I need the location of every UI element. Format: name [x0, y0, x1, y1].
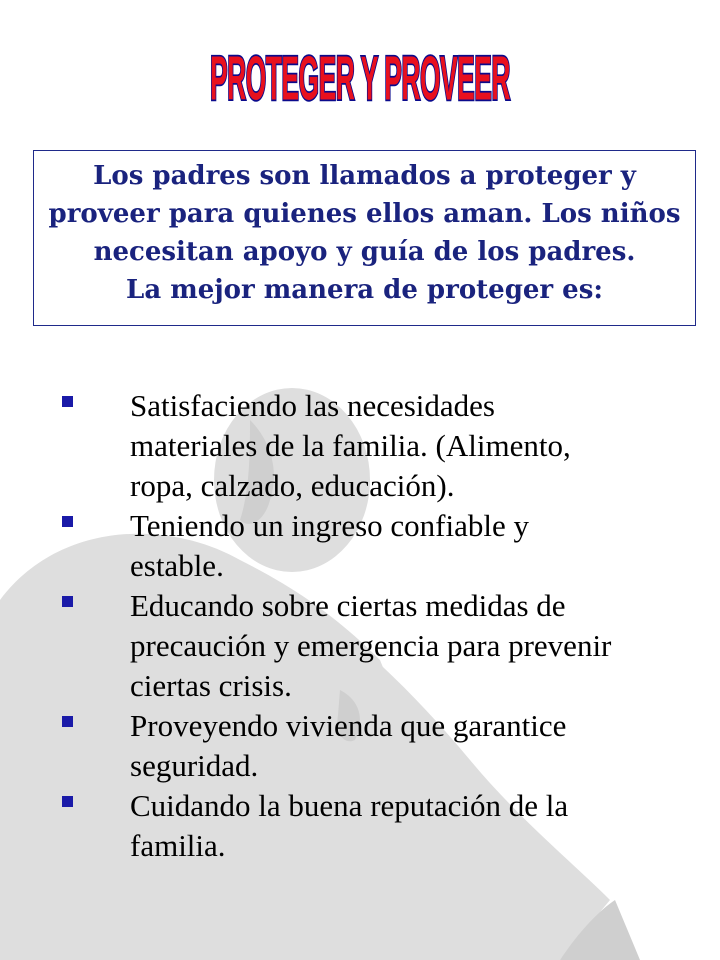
bullet-text — [130, 386, 698, 506]
list-item — [58, 386, 698, 506]
bullet-line: ciertas crisis. — [130, 668, 292, 703]
square-bullet-icon — [62, 516, 73, 527]
title-text: PROTEGER Y PROVEER — [210, 43, 511, 114]
list-item — [58, 506, 698, 586]
bullet-line: familia. — [130, 828, 226, 863]
intro-line: proveer para quienes ellos aman. Los niños — [48, 199, 681, 229]
bullet-line: Teniendo un ingreso confiable y — [130, 508, 529, 543]
intro-box — [33, 150, 696, 326]
bullet-line: Proveyendo vivienda que garantice — [130, 708, 567, 743]
square-bullet-icon — [62, 716, 73, 727]
bullet-line: Cuidando la buena reputación de la — [130, 788, 569, 823]
intro-line: La mejor manera de proteger es: — [126, 275, 603, 305]
intro-line: Los padres son llamados a proteger y — [93, 161, 636, 191]
bullet-line: materiales de la familia. (Alimento, — [130, 428, 571, 463]
bullet-line: Educando sobre ciertas medidas de — [130, 588, 566, 623]
list-item — [58, 586, 698, 706]
bullet-line: precaución y emergencia para prevenir — [130, 628, 612, 663]
page-title — [160, 34, 560, 114]
bullet-text — [130, 706, 698, 786]
square-bullet-icon — [62, 596, 73, 607]
bullet-text — [130, 586, 698, 706]
bullet-line: Satisfaciendo las necesidades — [130, 388, 495, 423]
square-bullet-icon — [62, 396, 73, 407]
bullet-line: estable. — [130, 548, 224, 583]
bullet-line: ropa, calzado, educación). — [130, 468, 455, 503]
bullet-list — [58, 386, 698, 866]
list-item — [58, 706, 698, 786]
square-bullet-icon — [62, 796, 73, 807]
list-item — [58, 786, 698, 866]
bullet-text — [130, 786, 698, 866]
title-graphic — [160, 34, 560, 114]
bullet-text — [130, 506, 698, 586]
intro-line: necesitan apoyo y guía de los padres. — [93, 237, 636, 267]
bullet-line: seguridad. — [130, 748, 259, 783]
